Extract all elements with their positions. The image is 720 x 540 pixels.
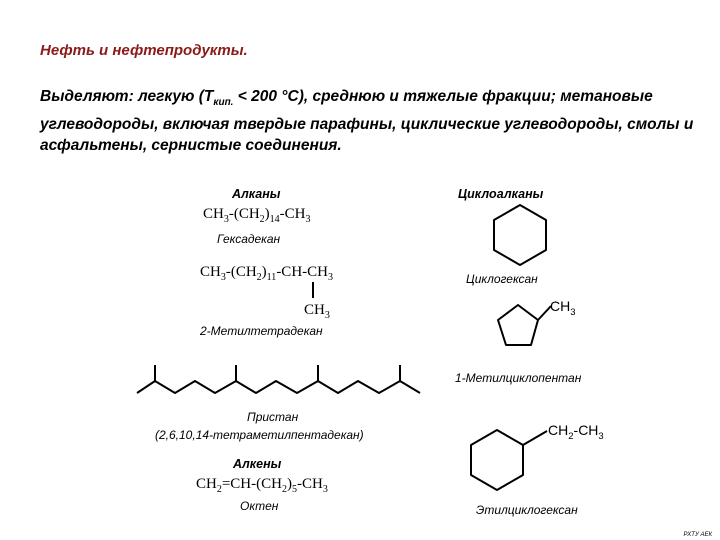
cyclohexane-name: Циклогексан <box>466 272 538 286</box>
methyl-substituent-formula: $CH_3$ <box>550 298 576 318</box>
boiling-subscript: кип. <box>213 97 234 109</box>
paragraph-part-1: Выделяют: легкую (Т <box>40 88 214 105</box>
methyl-branch-formula: $CH_3$ <box>304 302 330 321</box>
footer-credit: РХТУ АЕК <box>683 532 712 538</box>
pristane-name: Пристан <box>247 410 299 424</box>
methylcyclopentane-name: 1-Метилциклопентан <box>455 371 582 385</box>
paragraph-part-2: < 200 °С), среднюю и тяжелые фракции; метановые углеводороды, включая твердые парафины, циклические углеводороды, смолы и асфальтены, сернистые соединения. <box>40 88 694 155</box>
pristane-systematic-name: (2,6,10,14-тетраметилпентадекан) <box>155 428 364 442</box>
alkanes-header: Алканы <box>232 187 281 201</box>
cycloalkanes-header: Циклоалканы <box>458 187 544 201</box>
methyltetradecane-formula: $CH_3-(CH_2)_{11}-CH-CH_3$ <box>200 264 333 283</box>
slide-title: Нефть и нефтепродукты. <box>40 42 248 59</box>
octene-formula: $CH_2=CH-(CH_2)_5-CH_3$ <box>196 476 328 495</box>
octene-name: Октен <box>240 499 279 513</box>
alkenes-header: Алкены <box>233 457 282 471</box>
methyltetradecane-name: 2-Метилтетрадекан <box>200 324 323 338</box>
hexadecane-name: Гексадекан <box>217 232 281 246</box>
ethylcyclohexane-name: Этилциклогексан <box>476 503 578 517</box>
hexadecane-formula: $CH_3-(CH_2)_{14}-CH_3$ <box>203 206 311 225</box>
ethyl-substituent-formula: $CH_2-CH_3$ <box>548 422 604 442</box>
